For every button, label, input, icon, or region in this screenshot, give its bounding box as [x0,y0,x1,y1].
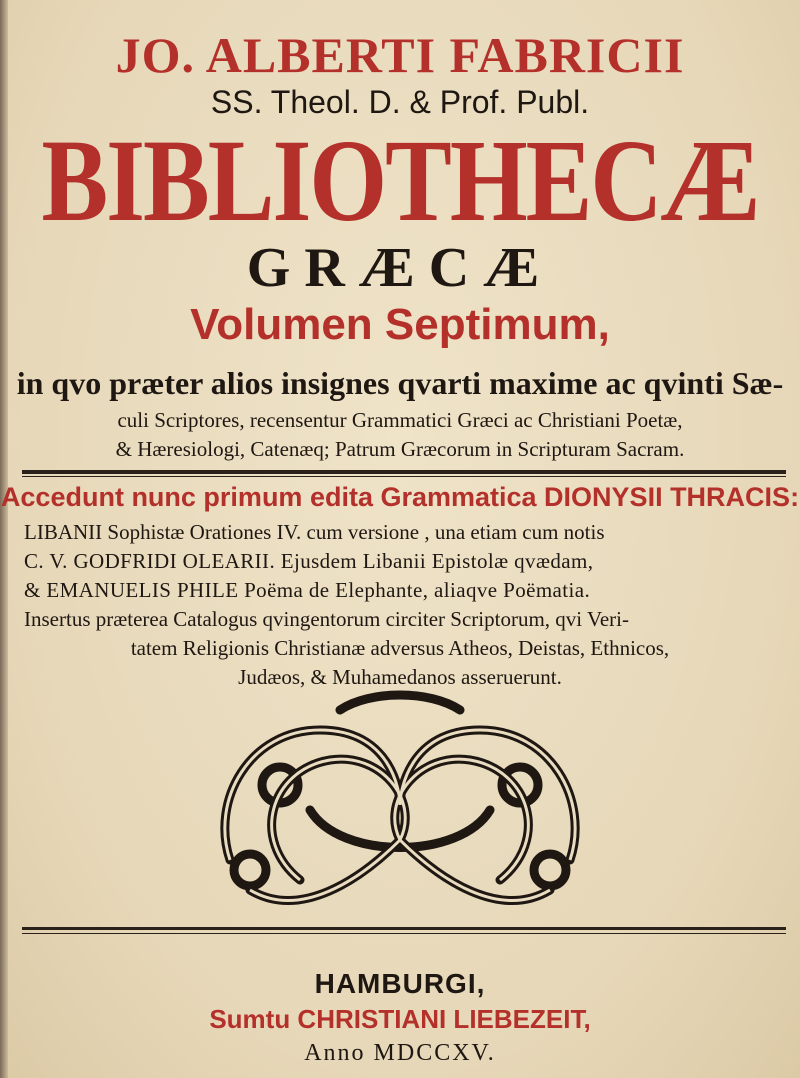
imprint-publisher: Sumtu CHRISTIANI LIEBEZEIT, [209,1004,591,1034]
author-line: JO. ALBERTI FABRICII [115,27,685,83]
divider-thin [22,476,786,477]
volume-line: Volumen Septimum, [190,300,610,349]
author-titles: SS. Theol. D. & Prof. Publ. [210,84,590,120]
description-line-2: culi Scriptores, recensentur Grammatici Græci ac Christiani Poetæ, [117,408,683,432]
body-line-3: & EMANUELIS PHILE Poëma de Elephante, aliaqve Poëmatia. [24,578,591,602]
imprint-place: HAMBURGI, [314,968,486,999]
interlaced-monogram-icon [190,690,610,920]
imprint-divider-thin [22,933,786,934]
body-line-5: tatem Religionis Christianæ adversus Atheos, Deistas, Ethnicos, [130,636,670,660]
accedunt-line: Accedunt nunc primum edita Grammatica DIONYSII THRACIS: [0,482,800,512]
body-line-4: Insertus præterea Catalogus qvingentorum circiter Scriptorum, qvi Veri- [24,607,629,631]
imprint-divider-thick [22,927,786,930]
main-title-second-word: GRÆCÆ [246,237,554,299]
imprint-year: Anno MDCCXV. [304,1040,496,1066]
description-line-3: & Hæresiologi, Catenæq; Patrum Græcorum in Scripturam Sacram. [115,437,685,461]
body-line-2: C. V. GODFRIDI OLEARII. Ejusdem Libanii Epistolæ qvædam, [24,549,594,573]
body-line-6: Judæos, & Muhamedanos asseruerunt. [238,665,562,689]
body-line-1: LIBANII Sophistæ Orationes IV. cum versione , una etiam cum notis [24,520,605,544]
description-line-1: in qvo præter alios insignes qvarti maxime ac qvinti Sæ- [16,365,784,401]
main-title: BIBLIOTHECÆ [41,114,759,246]
divider-thick [22,470,786,474]
